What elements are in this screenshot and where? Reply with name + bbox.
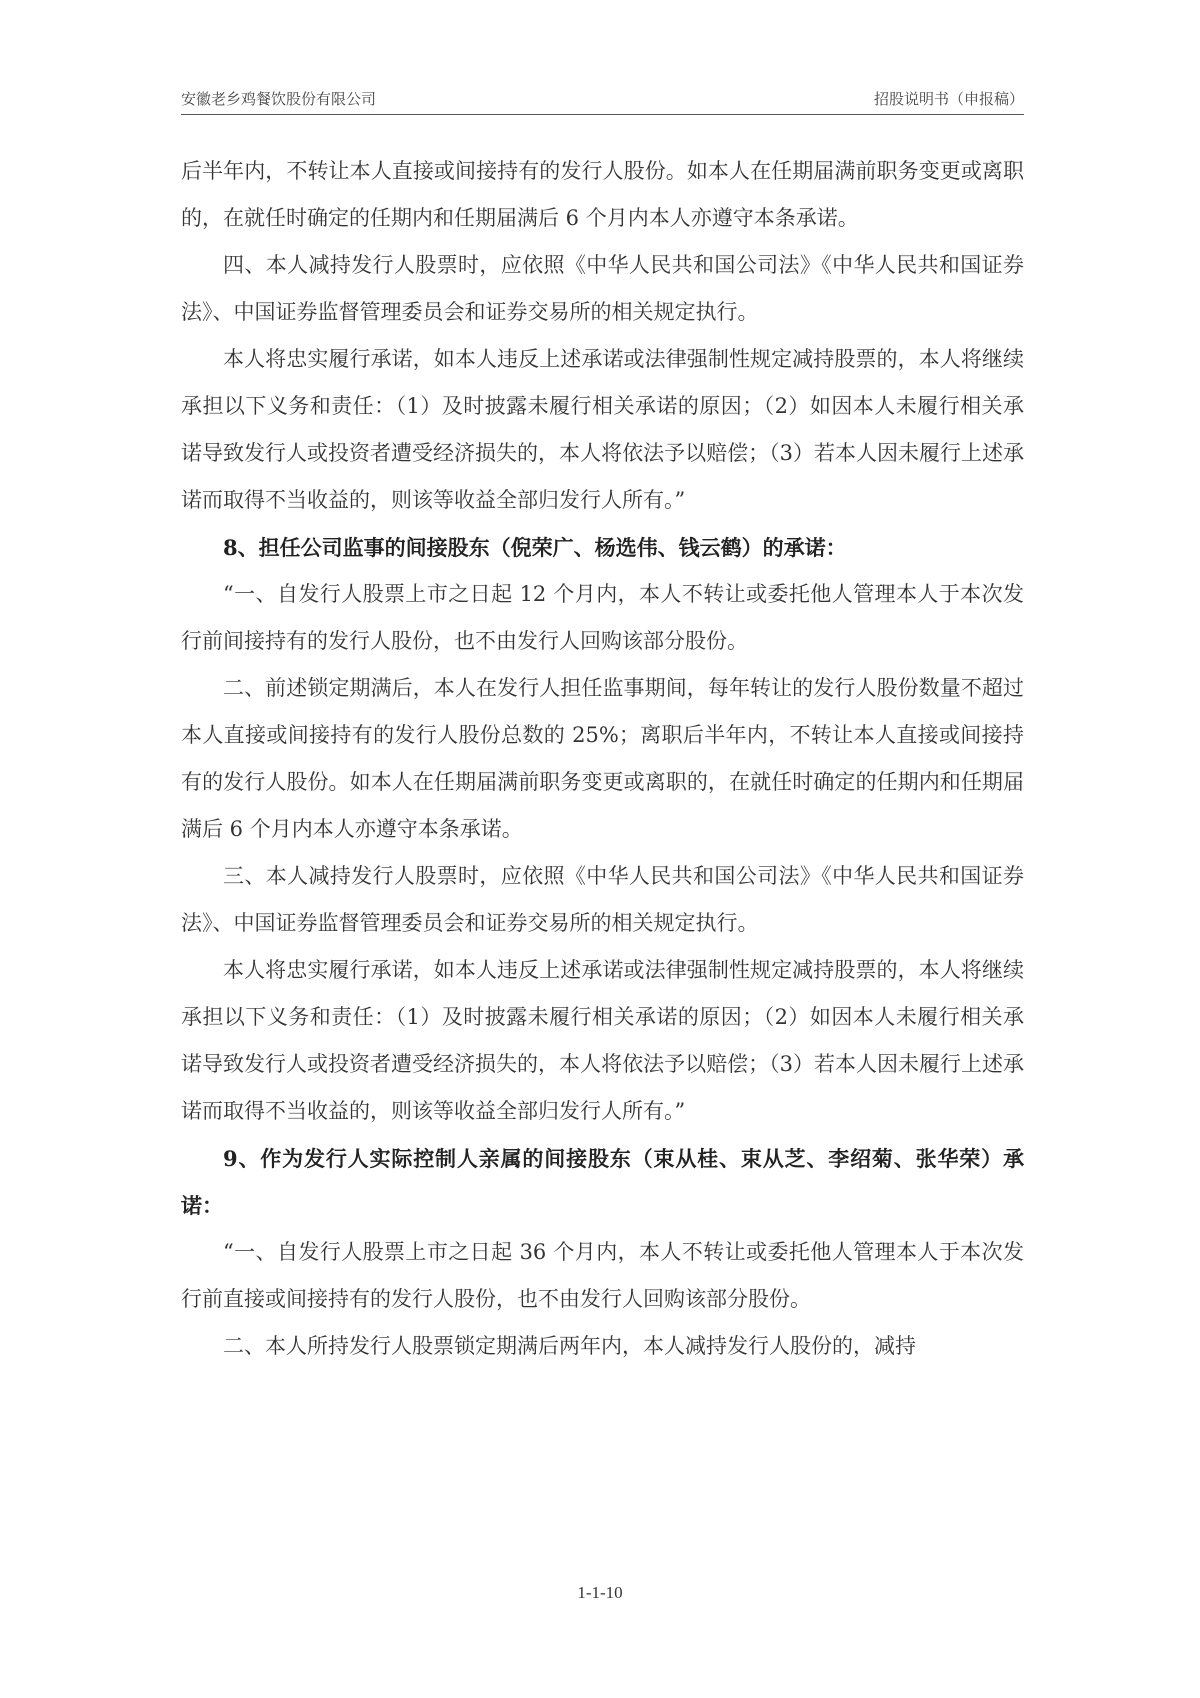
header-company-name: 安徽老乡鸡餐饮股份有限公司 (181, 90, 377, 108)
section-heading-8: 8、担任公司监事的间接股东（倪荣广、杨选伟、钱云鹤）的承诺： (223, 535, 847, 560)
section-heading-9: 9、作为发行人实际控制人亲属的间接股东（束从桂、束从芝、李绍菊、张华荣）承诺： (181, 1146, 1024, 1218)
paragraph-8: 本人将忠实履行承诺，如本人违反上述承诺或法律强制性规定减持股票的，本人将继续承担以下义务和责任：（1）及时披露未履行相关承诺的原因；（2）如因本人未履行相关承诺导致发行人或投资者遭受经济损失的，本人将依法予以赔偿；（3）若本人因未履行上述承诺而取得不当收益的，则该等收益全部归发行人所有。” (181, 958, 1024, 1123)
paragraph-10: “一、自发行人股票上市之日起 36 个月内，本人不转让或委托他人管理本人于本次发行前直接或间接持有的发行人股份，也不由发行人回购该部分股份。 (181, 1240, 1024, 1311)
page-number: 1-1-10 (577, 1583, 623, 1602)
page-header (181, 84, 1024, 115)
paragraph-2: 四、本人减持发行人股票时，应依照《中华人民共和国公司法》《中华人民共和国证券法》、中国证券监督管理委员会和证券交易所的相关规定执行。 (181, 253, 1024, 324)
paragraph-6: 二、前述锁定期满后，本人在发行人担任监事期间，每年转让的发行人股份数量不超过本人直接或间接持有的发行人股份总数的 25%；离职后半年内，不转让本人直接或间接持有的发行人股份。如本人在任期届满前职务变更或离职的，在就任时确定的任期内和任期届满后 6 个月内本人亦遵守本条承诺。 (181, 676, 1024, 841)
paragraph-1: 后半年内，不转让本人直接或间接持有的发行人股份。如本人在任期届满前职务变更或离职的，在就任时确定的任期内和任期届满后 6 个月内本人亦遵守本条承诺。 (181, 159, 1024, 230)
paragraph-5: “一、自发行人股票上市之日起 12 个月内，本人不转让或委托他人管理本人于本次发行前间接持有的发行人股份，也不由发行人回购该部分股份。 (181, 582, 1024, 653)
paragraph-11: 二、本人所持发行人股票锁定期满后两年内，本人减持发行人股份的，减持 (223, 1334, 916, 1358)
header-document-type: 招股说明书（申报稿） (873, 90, 1024, 108)
paragraph-7: 三、本人减持发行人股票时，应依照《中华人民共和国公司法》《中华人民共和国证券法》、中国证券监督管理委员会和证券交易所的相关规定执行。 (181, 864, 1024, 935)
paragraph-3: 本人将忠实履行承诺，如本人违反上述承诺或法律强制性规定减持股票的，本人将继续承担以下义务和责任：（1）及时披露未履行相关承诺的原因；（2）如因本人未履行相关承诺导致发行人或投资者遭受经济损失的，本人将依法予以赔偿；（3）若本人因未履行上述承诺而取得不当收益的，则该等收益全部归发行人所有。” (181, 347, 1024, 512)
document-body (181, 148, 1024, 1370)
